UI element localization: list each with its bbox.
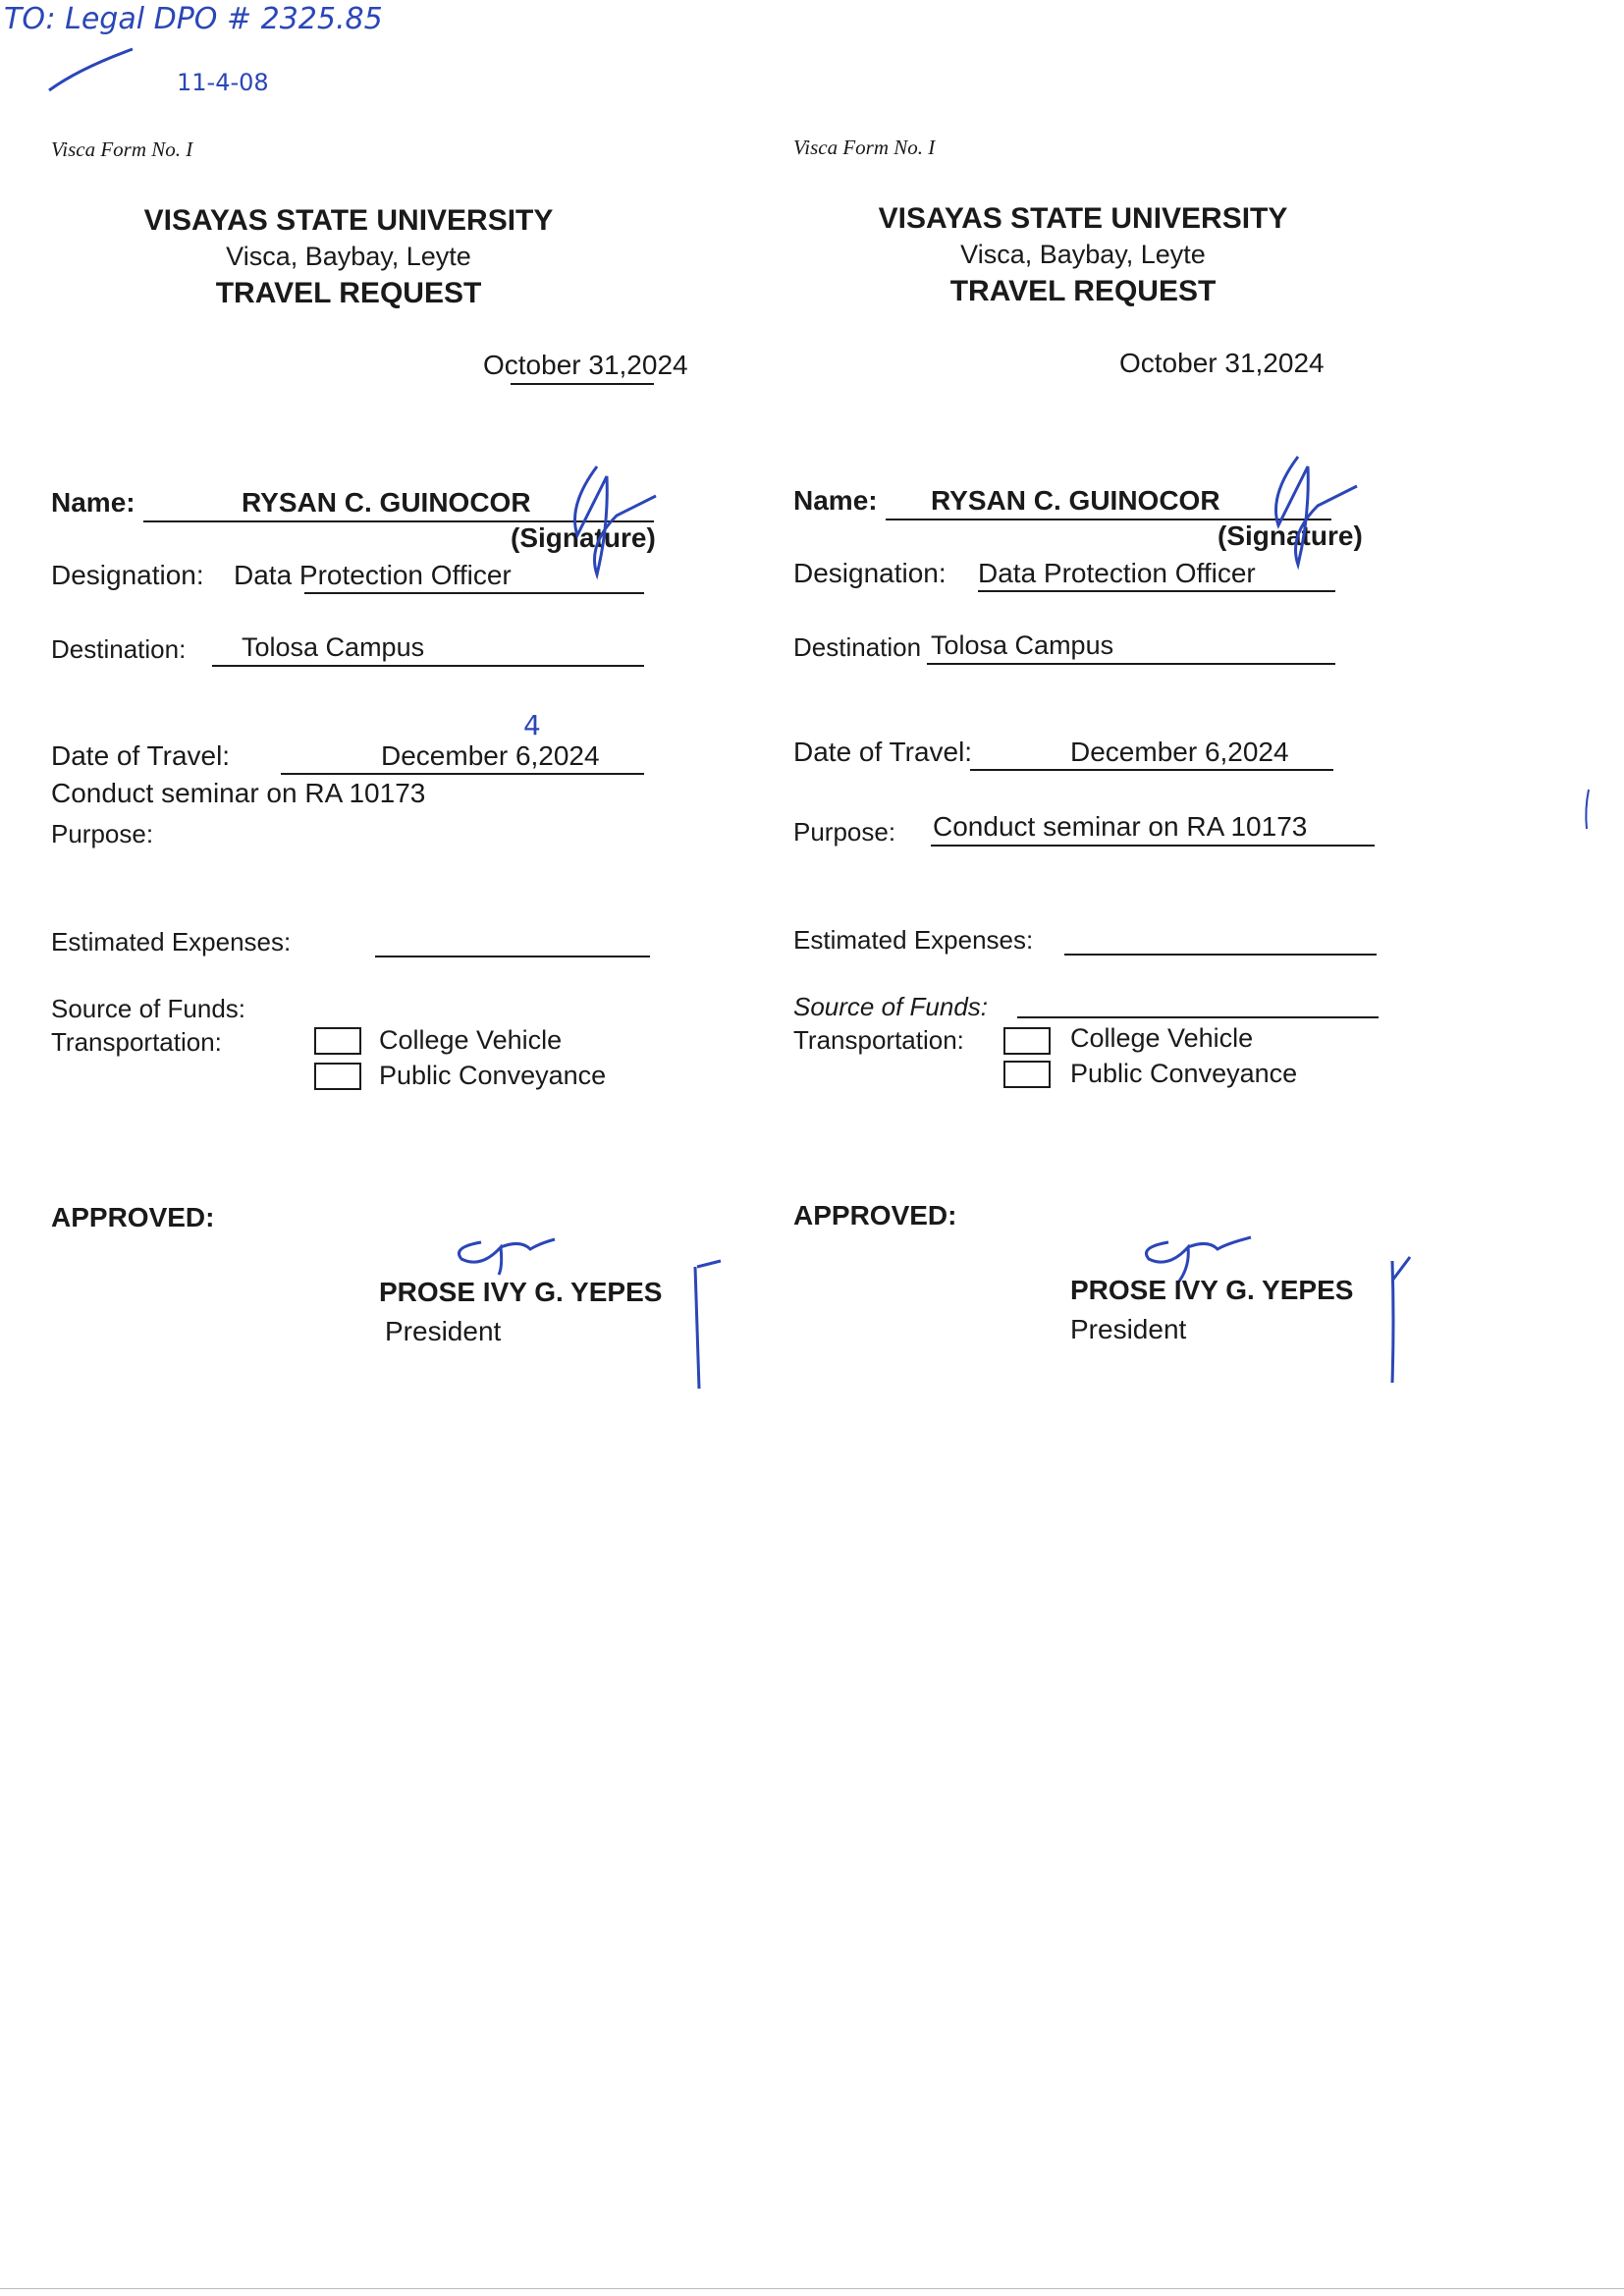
destination-value: Tolosa Campus xyxy=(931,630,1114,660)
approver-title: President xyxy=(385,1316,502,1346)
request-date: October 31,2024 xyxy=(483,350,688,380)
name-label: Name: xyxy=(51,487,135,518)
handwritten-reference-text: TO: Legal DPO # 2325.85 xyxy=(4,2,383,36)
university-name: VISAYAS STATE UNIVERSITY xyxy=(878,202,1288,235)
purpose-value: Conduct seminar on RA 10173 xyxy=(933,811,1308,842)
travel-date-label: Date of Travel: xyxy=(793,737,973,767)
designation-underline xyxy=(304,592,644,594)
handwritten-date-note: 11-4-08 xyxy=(177,69,269,96)
signature-label: (Signature) xyxy=(511,522,656,553)
university-name: VISAYAS STATE UNIVERSITY xyxy=(143,204,554,237)
university-address: Visca, Baybay, Leyte xyxy=(960,240,1206,269)
approved-label: APPROVED: xyxy=(793,1200,957,1230)
expenses-label: Estimated Expenses: xyxy=(793,925,1034,955)
designation-value: Data Protection Officer xyxy=(978,558,1256,588)
expenses-underline xyxy=(1064,954,1377,956)
request-date: October 31,2024 xyxy=(1119,348,1325,378)
expenses-underline xyxy=(375,956,650,957)
applicant-signature xyxy=(538,447,666,594)
signature-label: (Signature) xyxy=(1218,520,1363,551)
destination-label: Destination: xyxy=(51,634,187,664)
purpose-label: Purpose: xyxy=(51,819,154,848)
approver-name: PROSE IVY G. YEPES xyxy=(1070,1275,1354,1305)
designation-value: Data Protection Officer xyxy=(234,560,512,590)
form-title: TRAVEL REQUEST xyxy=(949,275,1217,307)
form-label: Visca Form No. I xyxy=(51,137,193,161)
expenses-label: Estimated Expenses: xyxy=(51,927,292,957)
travel-date-correction: 4 xyxy=(523,709,541,741)
form-label: Visca Form No. I xyxy=(793,136,936,159)
public-conveyance-label: Public Conveyance xyxy=(1070,1059,1298,1088)
travel-date-value: December 6,2024 xyxy=(1070,737,1289,767)
approval-bracket-mark xyxy=(1380,1251,1420,1389)
form-title: TRAVEL REQUEST xyxy=(215,277,482,309)
purpose-underline xyxy=(931,845,1375,847)
travel-date-value: December 6,2024 xyxy=(381,740,600,771)
handwritten-reference-note xyxy=(4,2,383,36)
college-vehicle-label: College Vehicle xyxy=(1070,1023,1254,1053)
college-vehicle-checkbox[interactable] xyxy=(1003,1027,1051,1055)
approver-title: President xyxy=(1070,1314,1187,1344)
purpose-label: Purpose: xyxy=(793,817,896,847)
designation-underline xyxy=(978,590,1335,592)
purpose-value: Conduct seminar on RA 10173 xyxy=(51,778,426,808)
funds-label: Source of Funds: xyxy=(793,992,988,1021)
name-value: RYSAN C. GUINOCOR xyxy=(931,485,1220,516)
transport-label: Transportation: xyxy=(51,1027,222,1057)
transport-label: Transportation: xyxy=(793,1025,964,1055)
name-label: Name: xyxy=(793,485,878,516)
travel-date-underline xyxy=(281,773,644,775)
approver-signature xyxy=(442,1218,589,1277)
approved-label: APPROVED: xyxy=(51,1202,215,1232)
stray-pen-mark xyxy=(1579,786,1598,835)
university-address: Visca, Baybay, Leyte xyxy=(226,242,471,271)
public-conveyance-label: Public Conveyance xyxy=(379,1061,607,1090)
page-bottom-rule xyxy=(0,2288,1624,2289)
destination-value: Tolosa Campus xyxy=(242,632,425,662)
request-date-underline xyxy=(511,383,654,385)
destination-underline xyxy=(927,663,1335,665)
college-vehicle-label: College Vehicle xyxy=(379,1025,563,1055)
handwritten-stroke-icon xyxy=(39,39,157,98)
applicant-signature xyxy=(1239,437,1367,584)
funds-underline xyxy=(1017,1016,1379,1018)
public-conveyance-checkbox[interactable] xyxy=(1003,1061,1051,1088)
approver-name: PROSE IVY G. YEPES xyxy=(379,1277,663,1307)
destination-underline xyxy=(212,665,644,667)
designation-label: Designation: xyxy=(51,560,204,590)
public-conveyance-checkbox[interactable] xyxy=(314,1063,361,1090)
designation-label: Designation: xyxy=(793,558,947,588)
travel-date-underline xyxy=(970,769,1333,771)
travel-date-label: Date of Travel: xyxy=(51,740,231,771)
college-vehicle-checkbox[interactable] xyxy=(314,1027,361,1055)
name-value: RYSAN C. GUINOCOR xyxy=(242,487,531,518)
funds-label: Source of Funds: xyxy=(51,994,245,1023)
approval-bracket-mark xyxy=(687,1257,727,1394)
destination-label: Destination xyxy=(793,632,922,662)
